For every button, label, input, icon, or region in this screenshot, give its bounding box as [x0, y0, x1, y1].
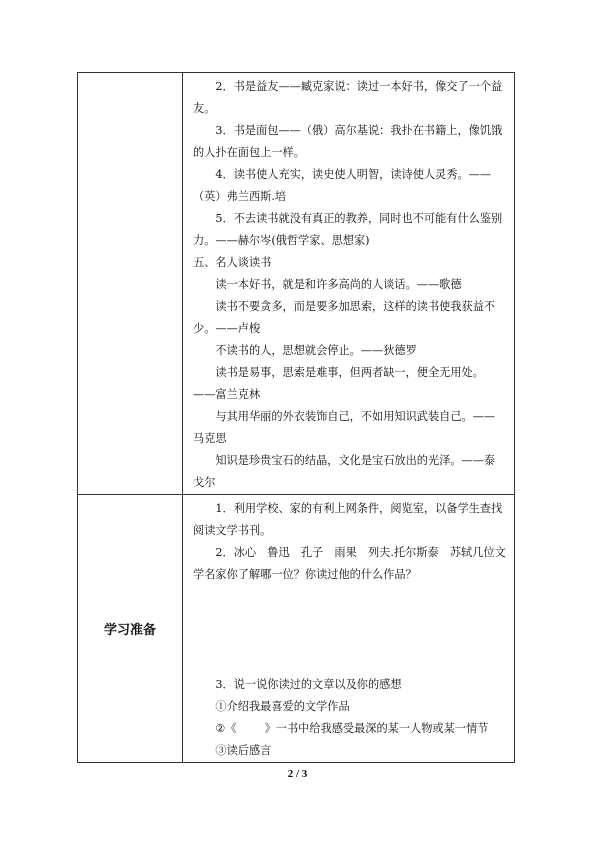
- prep-sub-3: ③读后感言: [215, 744, 272, 757]
- quote-line: 5．不去读书就没有真正的教养，同时也不可能有什么鉴别力。——赫尔岑(俄哲学家、思想家): [193, 212, 503, 247]
- row-label-study-preparation: 学习准备: [103, 623, 156, 638]
- quote-line: 读书是易事，思索是难事，但两者缺一，便全无用处。——富兰克林: [193, 366, 484, 401]
- quote-line: 与其用华丽的外衣装饰自己，不如用知识武装自己。——马克思: [193, 410, 496, 445]
- quote-line: 不读书的人，思想就会停止。——狄德罗: [215, 344, 417, 357]
- preparation-content: [183, 495, 514, 762]
- prep-sub-2: [193, 718, 506, 740]
- quote-line: 读书不要贪多，而是要多加思索，这样的读书使我获益不少。——卢梭: [193, 300, 496, 335]
- quote-line: 4．读书使人充实，读史使人明智，读诗使人灵秀。——（英）弗兰西斯.培: [193, 168, 492, 203]
- prep-item-3: 3．说一说你读过的文章以及你的感想: [215, 678, 402, 691]
- quotes-content: [183, 73, 514, 494]
- table-row: [78, 495, 515, 763]
- row-label-cell: [78, 73, 183, 495]
- prep-item-2: 2．冰心 鲁迅 孔子 雨果 列夫.托尔斯泰 苏轼几位文学名家你了解哪一位？你读过他的什么作品？: [193, 546, 506, 581]
- row-label-cell: [78, 495, 183, 763]
- quote-line: 3．书是面包——（俄）高尔基说：我扑在书籍上，像饥饿的人扑在面包上一样。: [193, 124, 503, 159]
- book-title-close: 》一书中给我感受最深的某一人物或某一情节: [264, 722, 489, 735]
- quote-line: 五、名人谈读书: [193, 256, 272, 269]
- page-number: 2 / 3: [287, 768, 308, 780]
- quote-line: 知识是珍贵宝石的结晶，文化是宝石放出的光泽。——泰戈尔: [193, 454, 496, 489]
- answer-space: [193, 586, 506, 674]
- quote-line: 2．书是益友——臧克家说：读过一本好书，像交了一个益友。: [193, 80, 503, 115]
- table-row: [78, 73, 515, 495]
- quote-line: 读一本好书，就是和许多高尚的人谈话。——歌德: [215, 278, 462, 291]
- book-title-open: ②《: [215, 722, 237, 735]
- prep-sub-1: ①介绍我最喜爱的文学作品: [215, 700, 350, 713]
- row-content-cell: [183, 495, 515, 763]
- row-content-cell: [183, 73, 515, 495]
- lesson-plan-table: [77, 72, 515, 763]
- prep-item-1: 1．利用学校、家的有利上网条件，阅览室，以备学生查找阅读文学书刊。: [193, 502, 503, 537]
